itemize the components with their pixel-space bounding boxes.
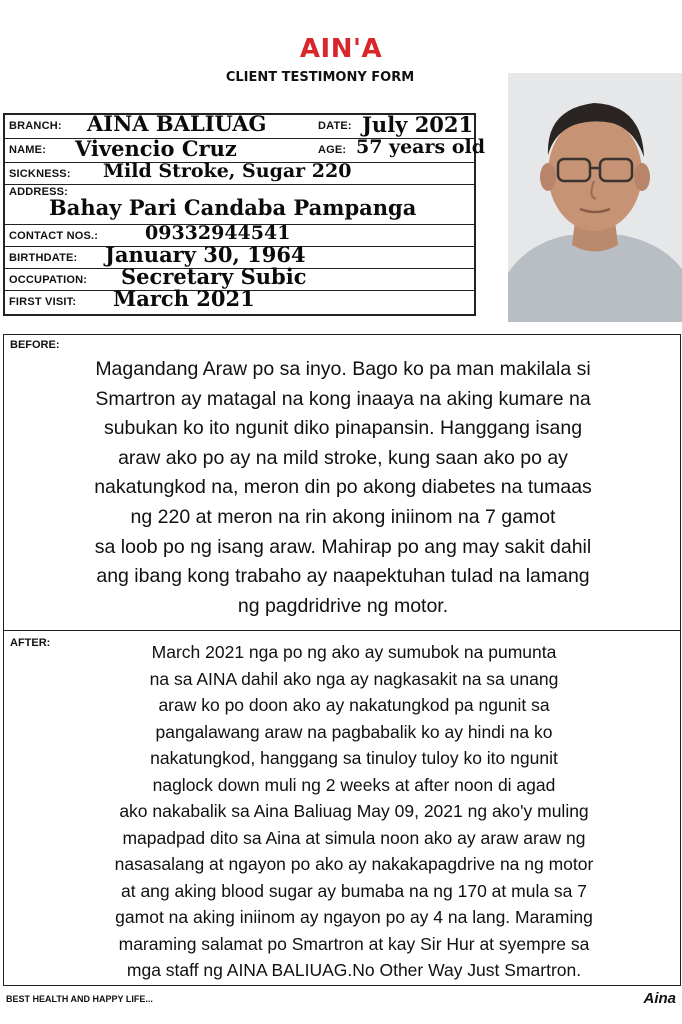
footer-brand: Aina <box>643 990 676 1007</box>
age-value: 57 years old <box>356 136 485 158</box>
before-text <box>14 355 672 621</box>
after-line: na sa AINA dahil ako nga ay nagkasakit na sa unang <box>149 668 559 689</box>
date-label: DATE: <box>318 120 352 132</box>
before-line: Smartron ay matagal na kong inaaya na aking kumare na <box>95 387 591 410</box>
after-line: araw ko po doon ako ay nakatungkod pa ngunit sa <box>158 695 550 715</box>
contact-label: CONTACT NOS.: <box>9 230 99 242</box>
client-photo <box>508 73 682 322</box>
before-line: nakatungkod na, meron din po akong diabetes na tumaas <box>94 476 592 499</box>
after-line: mga staff ng AINA BALIUAG.No Other Way Just Smartron. <box>126 960 582 980</box>
first-visit-label: FIRST VISIT: <box>9 296 77 308</box>
before-section <box>3 334 681 631</box>
address-row <box>5 185 474 225</box>
address-label: ADDRESS: <box>9 186 69 198</box>
after-line: nakatungkod, hanggang sa tinuloy tuloy ko ito ngunit <box>150 748 558 768</box>
before-line: Magandang Araw po sa inyo. Bago ko pa man makilala si <box>95 358 591 380</box>
after-line: March 2021 nga po ng ako ay sumubok na pumunta <box>151 642 557 662</box>
branch-value: AINA BALIUAG <box>87 111 267 136</box>
address-value: Bahay Pari Candaba Pampanga <box>49 195 417 220</box>
name-label: NAME: <box>9 144 47 156</box>
after-line: gamot na aking iniinom ay ngayon po ay 4 na lang. Maraming <box>115 907 593 927</box>
birthdate-value: January 30, 1964 <box>105 242 306 267</box>
before-line: sa loob po ng isang araw. Mahirap po ang may sakit dahil <box>94 535 592 558</box>
date-value: July 2021 <box>362 112 474 137</box>
after-line: at ang aking blood sugar ay bumaba na ng 170 at mula sa 7 <box>120 880 588 901</box>
occupation-value: Secretary Subic <box>121 264 307 289</box>
first-visit-row <box>5 286 474 314</box>
after-line: naglock down muli ng 2 weeks at after noon di agad <box>152 774 556 795</box>
before-line: ang ibang kong trabaho ay naapektuhan tulad na lamang <box>96 565 590 588</box>
client-portrait-icon <box>508 73 682 322</box>
after-line: ako nakabalik sa Aina Baliuag May 09, 2021 ng ako'y muling <box>119 801 589 821</box>
form-title: CLIENT TESTIMONY FORM <box>225 70 415 85</box>
after-section <box>3 631 681 986</box>
after-label: AFTER: <box>10 637 51 649</box>
sickness-label: SICKNESS: <box>9 168 71 180</box>
occupation-label: OCCUPATION: <box>9 274 88 286</box>
before-line: ng 220 at meron na rin akong iniinom na 7 gamot <box>130 505 556 528</box>
birthdate-label: BIRTHDATE: <box>9 252 78 264</box>
after-line: nasasalang at ngayon po ako ay nakakapagdrive na ng motor <box>114 854 594 874</box>
client-info-box <box>3 111 485 316</box>
after-line: mapadpad dito sa Aina at simula noon ako ay araw araw ng <box>122 827 586 848</box>
footer-tagline: BEST HEALTH AND HAPPY LIFE... <box>6 994 153 1004</box>
branch-label: BRANCH: <box>9 120 62 132</box>
contact-value: 09332944541 <box>145 222 291 244</box>
name-value: Vivencio Cruz <box>75 136 237 161</box>
after-line: pangalawang araw na pagbabalik ko ay hindi na ko <box>155 721 553 742</box>
age-label: AGE: <box>318 144 347 156</box>
before-line: ng pagdridrive ng motor. <box>237 594 449 617</box>
first-visit-value: March 2021 <box>113 286 255 311</box>
after-line: maraming salamat po Smartron at kay Sir Hur at syempre sa <box>118 933 590 954</box>
before-label: BEFORE: <box>10 339 60 351</box>
sickness-value: Mild Stroke, Sugar 220 <box>103 160 352 182</box>
before-line: subukan ko ito ngunit diko pinapansin. Hanggang isang <box>103 417 583 440</box>
before-line: araw ako po ay na mild stroke, kung saan ako po ay <box>118 446 568 469</box>
sickness-row <box>5 160 474 185</box>
aina-logo: AIN'A <box>299 34 383 64</box>
after-text <box>64 639 644 984</box>
